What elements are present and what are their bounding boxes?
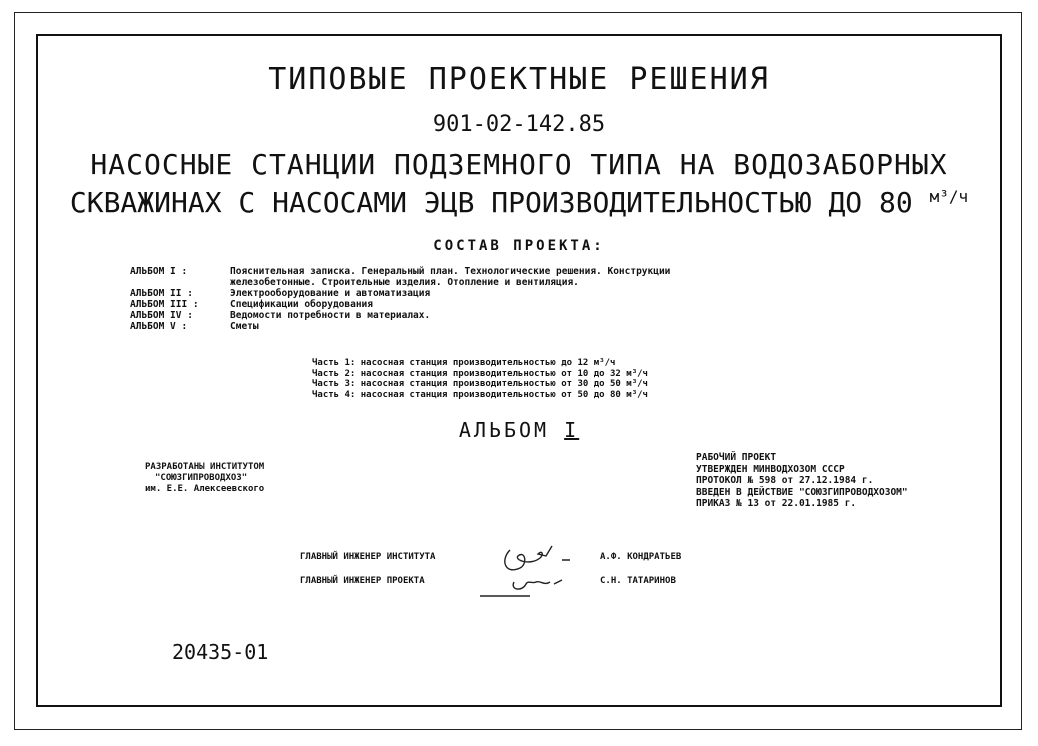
album-title	[0, 418, 1038, 442]
approval-line: ВВЕДЕН В ДЕЙСТВИЕ "СОЮЗГИПРОВОДХОЗОМ"	[696, 486, 908, 498]
parts-list	[312, 358, 648, 400]
album-row	[130, 321, 670, 332]
signature-block	[300, 545, 681, 593]
signature-name: С.Н. ТАТАРИНОВ	[600, 576, 676, 586]
album-number: I	[564, 418, 580, 442]
developer-line: РАЗРАБОТАНЫ ИНСТИТУТОМ	[145, 462, 265, 472]
approval-line: УТВЕРЖДЕН МИНВОДХОЗОМ СССР	[696, 463, 845, 475]
album-desc: Сметы	[230, 321, 259, 332]
developer-block	[145, 462, 264, 495]
approval-line: РАБОЧИЙ ПРОЕКТ	[696, 452, 777, 463]
approval-block	[696, 452, 908, 510]
project-code: 901-02-142.85	[432, 112, 606, 137]
album-label: АЛЬБОМ II :	[130, 288, 193, 299]
part-item: Часть 2: насосная станция производительностью от 10 до 32 м³/ч	[312, 368, 648, 379]
developer-line: им. Е.Е. Алексеевского	[145, 484, 265, 494]
developer-line: "СОЮЗГИПРОВОДХОЗ"	[155, 473, 248, 483]
album-row	[130, 288, 670, 299]
album-row	[130, 310, 670, 321]
album-label: АЛЬБОМ V :	[130, 321, 188, 332]
album-label: АЛЬБОМ I :	[130, 266, 188, 277]
signature-role: ГЛАВНЫЙ ИНЖЕНЕР ПРОЕКТА	[300, 576, 425, 586]
part-item: Часть 1: насосная станция производительностью до 12 м³/ч	[312, 358, 616, 368]
approval-line: ПРОТОКОЛ № 598 от 27.12.1984 г.	[696, 475, 874, 486]
album-row	[130, 299, 670, 310]
album-title-text: АЛЬБОМ	[458, 418, 550, 442]
album-desc: Спецификации оборудования	[230, 299, 373, 310]
composition-heading: СОСТАВ ПРОЕКТА:	[433, 238, 605, 254]
album-desc: Электрооборудование и автоматизация	[230, 288, 431, 299]
subtitle-unit: м³/ч	[929, 187, 969, 206]
approval-line: ПРИКАЗ № 13 от 22.01.1985 г.	[696, 498, 857, 509]
album-label: АЛЬБОМ IV :	[130, 310, 193, 321]
signature-row	[300, 569, 681, 593]
signature-row	[300, 545, 681, 569]
signature-name: А.Ф. КОНДРАТЬЕВ	[600, 552, 682, 562]
signature-role: ГЛАВНЫЙ ИНЖЕНЕР ИНСТИТУТА	[300, 552, 436, 562]
subtitle-line-2-text: СКВАЖИНАХ С НАСОСАМИ ЭЦВ ПРОИЗВОДИТЕЛЬНОСТЬЮ ДО 80	[69, 186, 913, 219]
album-row	[130, 266, 670, 277]
album-list	[130, 266, 670, 332]
subtitle-line-2	[0, 186, 1038, 219]
part-item: Часть 3: насосная станция производительностью от 30 до 50 м³/ч	[312, 379, 648, 389]
inventory-number: 20435-01	[172, 640, 269, 664]
album-desc: Пояснительная записка. Генеральный план. Технологические решения. Конструкции	[230, 266, 671, 277]
album-desc-cont: железобетонные. Строительные изделия. Отопление и вентиляция.	[230, 277, 579, 288]
album-desc: Ведомости потребности в материалах.	[230, 310, 431, 321]
subtitle-line-1: НАСОСНЫЕ СТАНЦИИ ПОДЗЕМНОГО ТИПА НА ВОДОЗАБОРНЫХ	[90, 148, 948, 181]
page-title: ТИПОВЫЕ ПРОЕКТНЫЕ РЕШЕНИЯ	[268, 62, 770, 97]
part-item: Часть 4: насосная станция производительностью от 50 до 80 м³/ч	[312, 389, 648, 400]
album-label: АЛЬБОМ III :	[130, 299, 199, 310]
